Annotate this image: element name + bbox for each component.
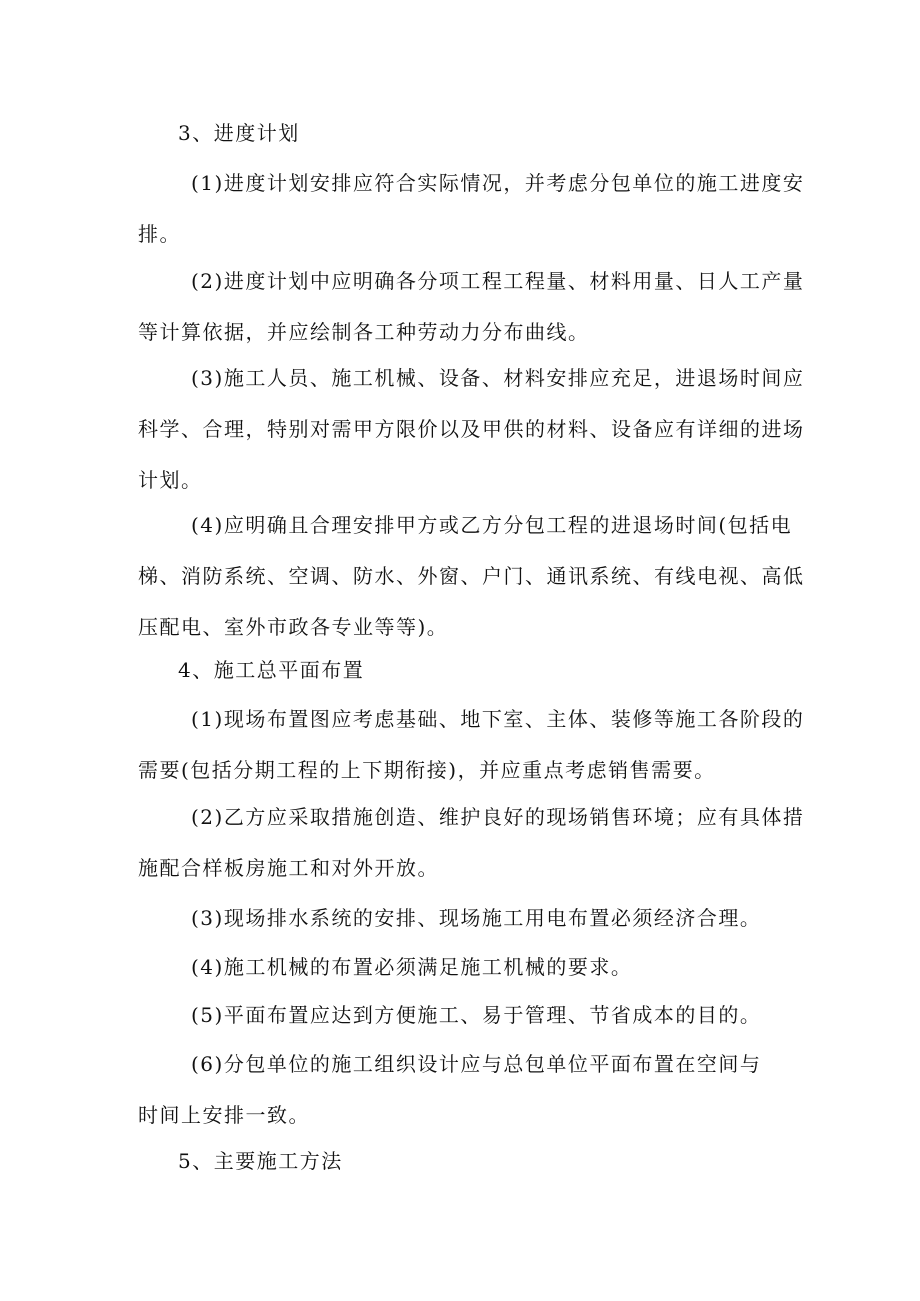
section-4-item-1	[138, 694, 805, 796]
section-4-item-5-line-1: (5)平面布置应达到方便施工、易于管理、节省成本的目的。	[191, 1003, 762, 1027]
section-4-item-6-line-1: (6)分包单位的施工组织设计应与总包单位平面布置在空间与	[191, 1052, 762, 1076]
section-4-item-6	[138, 1039, 778, 1141]
section-3-item-4	[138, 500, 805, 653]
section-3-item-1	[138, 158, 805, 260]
section-4-item-3-line-1: (3)现场排水系统的安排、现场施工用电布置必须经济合理。	[191, 906, 762, 930]
section-3-item-4-line-1: (4)应明确且合理安排甲方或乙方分包工程的进退场时间(包括电	[191, 513, 793, 537]
section-4-item-6-line-2: 时间上安排一致。	[138, 1103, 310, 1127]
section-4-item-1-line-2: 需要(包括分期工程的上下期衔接)，并应重点考虑销售需要。	[138, 758, 716, 782]
section-4-item-3	[138, 893, 778, 944]
section-3-heading: 3、进度计划	[178, 121, 300, 145]
section-4-item-2-line-2: 施配合样板房施工和对外开放。	[138, 856, 439, 880]
section-4-item-1-line-1: (1)现场布置图应考虑基础、地下室、主体、装修等施工各阶段的	[191, 707, 805, 731]
section-4-item-5	[138, 990, 778, 1041]
section-3-item-3	[138, 353, 805, 506]
section-3-item-4-line-3: 压配电、室外市政各专业等等)。	[138, 615, 449, 639]
section-3-item-3-line-1: (3)施工人员、施工机械、设备、材料安排应充足，进退场时间应	[191, 366, 805, 390]
section-4-heading: 4、施工总平面布置	[178, 658, 365, 682]
section-3-item-4-line-2: 梯、消防系统、空调、防水、外窗、户门、通讯系统、有线电视、高低	[138, 564, 805, 588]
section-3-item-3-line-3: 计划。	[138, 468, 203, 492]
section-3-item-2	[138, 256, 805, 358]
section-4-item-2-line-1: (2)乙方应采取措施创造、维护良好的现场销售环境；应有具体措	[191, 805, 805, 829]
section-3-item-2-line-1: (2)进度计划中应明确各分项工程工程量、材料用量、日人工产量	[191, 269, 805, 293]
section-4-item-4	[138, 942, 778, 993]
section-3-item-1-line-1: (1)进度计划安排应符合实际情况，并考虑分包单位的施工进度安	[191, 171, 805, 195]
section-3-item-2-line-2: 等计算依据，并应绘制各工种劳动力分布曲线。	[138, 320, 590, 344]
section-5-heading: 5、主要施工方法	[178, 1149, 343, 1173]
section-3-item-1-line-2: 排。	[138, 222, 181, 246]
section-4-item-4-line-1: (4)施工机械的布置必须满足施工机械的要求。	[191, 955, 633, 979]
section-3-item-3-line-2: 科学、合理，特别对需甲方限价以及甲供的材料、设备应有详细的进场	[138, 417, 805, 441]
section-4-item-2	[138, 792, 805, 894]
